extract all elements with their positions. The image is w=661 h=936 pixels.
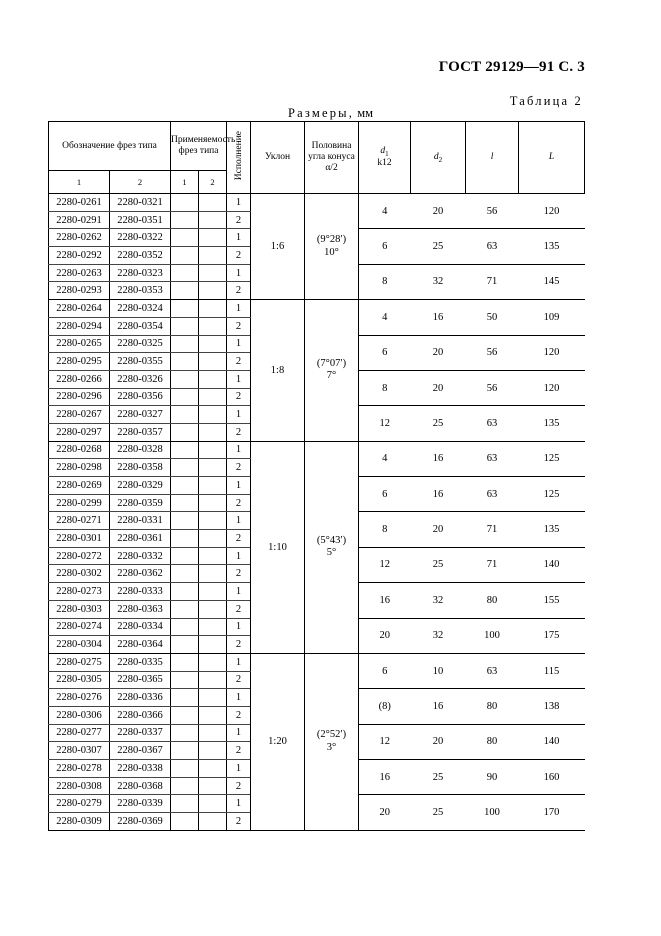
designation-type-1: 2280-0271 bbox=[49, 512, 110, 530]
l-value: 71 bbox=[466, 264, 519, 299]
designation-type-1: 2280-0265 bbox=[49, 335, 110, 353]
designation-type-1: 2280-0261 bbox=[49, 194, 110, 212]
applicability-2 bbox=[199, 583, 227, 601]
designation-type-2: 2280-0352 bbox=[110, 247, 171, 265]
designation-type-1: 2280-0262 bbox=[49, 229, 110, 247]
applicability-2 bbox=[199, 742, 227, 760]
half-angle-exact: (5°43′) bbox=[316, 534, 347, 546]
applicability-2 bbox=[199, 689, 227, 707]
l-value: 56 bbox=[466, 194, 519, 229]
applicability-2 bbox=[199, 441, 227, 459]
applicability-1 bbox=[171, 388, 199, 406]
designation-type-2: 2280-0364 bbox=[110, 636, 171, 654]
designation-type-2: 2280-0338 bbox=[110, 760, 171, 778]
slope-value: 1:8 bbox=[251, 300, 305, 442]
d1-symbol: d bbox=[380, 146, 386, 157]
applicability-2 bbox=[199, 777, 227, 795]
col-applicability-header: Применяемость фрез типа bbox=[171, 122, 227, 171]
d2-value: 25 bbox=[411, 795, 466, 830]
half-angle-exact: (2°52′) bbox=[316, 729, 347, 741]
col-l-header: l bbox=[466, 122, 519, 194]
designation-type-2: 2280-0353 bbox=[110, 282, 171, 300]
execution-value: 2 bbox=[227, 742, 251, 760]
L-value: 120 bbox=[519, 370, 585, 405]
execution-value: 2 bbox=[227, 211, 251, 229]
half-angle-value bbox=[305, 441, 359, 653]
applicability-2 bbox=[199, 300, 227, 318]
execution-value: 1 bbox=[227, 335, 251, 353]
d1-value: 4 bbox=[359, 194, 411, 229]
applicability-1 bbox=[171, 282, 199, 300]
d1-value: 8 bbox=[359, 512, 411, 547]
execution-value: 2 bbox=[227, 494, 251, 512]
standard-header: ГОСТ 29129—91 С. 3 bbox=[438, 59, 585, 75]
applicability-2 bbox=[199, 600, 227, 618]
applicability-1 bbox=[171, 547, 199, 565]
L-value: 160 bbox=[519, 760, 585, 795]
d1-value: 6 bbox=[359, 653, 411, 688]
l-value: 90 bbox=[466, 760, 519, 795]
applicability-1 bbox=[171, 671, 199, 689]
execution-value: 2 bbox=[227, 565, 251, 583]
d2-value: 20 bbox=[411, 370, 466, 405]
d1-value: 12 bbox=[359, 406, 411, 441]
half-angle-nominal: 10° bbox=[324, 246, 339, 258]
half-angle-exact: (7°07′) bbox=[316, 357, 347, 369]
L-value: 135 bbox=[519, 512, 585, 547]
designation-type-2: 2280-0365 bbox=[110, 671, 171, 689]
applicability-2 bbox=[199, 477, 227, 495]
designation-type-2: 2280-0369 bbox=[110, 813, 171, 831]
applicability-1 bbox=[171, 653, 199, 671]
d2-symbol: d bbox=[433, 151, 439, 162]
execution-value: 1 bbox=[227, 370, 251, 388]
designation-type-2: 2280-0357 bbox=[110, 423, 171, 441]
applicability-1 bbox=[171, 512, 199, 530]
designation-type-2: 2280-0363 bbox=[110, 600, 171, 618]
execution-value: 2 bbox=[227, 706, 251, 724]
L-value: 135 bbox=[519, 229, 585, 264]
d1-value: 8 bbox=[359, 370, 411, 405]
d2-value: 10 bbox=[411, 653, 466, 688]
applicability-1 bbox=[171, 760, 199, 778]
execution-value: 2 bbox=[227, 777, 251, 795]
applicability-2 bbox=[199, 406, 227, 424]
table-row bbox=[49, 194, 585, 212]
designation-type-1: 2280-0278 bbox=[49, 760, 110, 778]
applicability-1 bbox=[171, 477, 199, 495]
l-value: 100 bbox=[466, 618, 519, 653]
sizes-label bbox=[0, 106, 661, 121]
applicability-1 bbox=[171, 795, 199, 813]
designation-type-1: 2280-0273 bbox=[49, 583, 110, 601]
col-execution-header bbox=[227, 122, 251, 194]
d1-subscript: 1 bbox=[385, 149, 389, 158]
applicability-2 bbox=[199, 247, 227, 265]
designation-type-2: 2280-0356 bbox=[110, 388, 171, 406]
designation-type-2: 2280-0351 bbox=[110, 211, 171, 229]
applicability-2 bbox=[199, 282, 227, 300]
execution-value: 1 bbox=[227, 653, 251, 671]
designation-type-2: 2280-0322 bbox=[110, 229, 171, 247]
execution-value: 1 bbox=[227, 194, 251, 212]
applicability-2 bbox=[199, 353, 227, 371]
l-value: 63 bbox=[466, 406, 519, 441]
l-value: 80 bbox=[466, 689, 519, 724]
execution-value: 2 bbox=[227, 423, 251, 441]
d1-value: 16 bbox=[359, 760, 411, 795]
applicability-2 bbox=[199, 671, 227, 689]
col-d2-header bbox=[411, 122, 466, 194]
applicability-1 bbox=[171, 724, 199, 742]
execution-value: 1 bbox=[227, 795, 251, 813]
half-angle-value bbox=[305, 194, 359, 300]
applicability-1 bbox=[171, 706, 199, 724]
l-value: 63 bbox=[466, 653, 519, 688]
designation-type-1: 2280-0294 bbox=[49, 317, 110, 335]
L-value: 140 bbox=[519, 724, 585, 759]
d2-value: 32 bbox=[411, 264, 466, 299]
applicability-2 bbox=[199, 724, 227, 742]
applicability-1 bbox=[171, 530, 199, 548]
designation-type-2: 2280-0333 bbox=[110, 583, 171, 601]
execution-value: 1 bbox=[227, 583, 251, 601]
execution-value: 1 bbox=[227, 441, 251, 459]
designation-type-1: 2280-0267 bbox=[49, 406, 110, 424]
applicability-2 bbox=[199, 618, 227, 636]
applicability-2 bbox=[199, 653, 227, 671]
designation-type-2: 2280-0359 bbox=[110, 494, 171, 512]
designation-type-1: 2280-0274 bbox=[49, 618, 110, 636]
applicability-1 bbox=[171, 194, 199, 212]
L-value: 120 bbox=[519, 335, 585, 370]
L-value: 138 bbox=[519, 689, 585, 724]
d2-value: 20 bbox=[411, 512, 466, 547]
designation-type-1: 2280-0296 bbox=[49, 388, 110, 406]
applicability-1 bbox=[171, 565, 199, 583]
d2-value: 16 bbox=[411, 441, 466, 476]
d2-value: 25 bbox=[411, 229, 466, 264]
half-angle-nominal: 5° bbox=[326, 547, 337, 559]
designation-type-1: 2280-0264 bbox=[49, 300, 110, 318]
designation-type-1: 2280-0276 bbox=[49, 689, 110, 707]
designation-type-1: 2280-0306 bbox=[49, 706, 110, 724]
execution-value: 1 bbox=[227, 300, 251, 318]
d1-value: 4 bbox=[359, 441, 411, 476]
designation-type-2: 2280-0325 bbox=[110, 335, 171, 353]
l-value: 50 bbox=[466, 300, 519, 335]
designation-type-2: 2280-0326 bbox=[110, 370, 171, 388]
table-row bbox=[49, 300, 585, 318]
applicability-1 bbox=[171, 423, 199, 441]
execution-value: 2 bbox=[227, 353, 251, 371]
designation-type-2: 2280-0361 bbox=[110, 530, 171, 548]
d2-value: 16 bbox=[411, 689, 466, 724]
applicability-1 bbox=[171, 494, 199, 512]
designation-type-2: 2280-0362 bbox=[110, 565, 171, 583]
applicability-1 bbox=[171, 441, 199, 459]
d1-value: 16 bbox=[359, 583, 411, 618]
designation-type-1: 2280-0295 bbox=[49, 353, 110, 371]
d1-tolerance: k12 bbox=[377, 158, 392, 168]
execution-value: 2 bbox=[227, 600, 251, 618]
applicability-1 bbox=[171, 264, 199, 282]
col-L-header: L bbox=[519, 122, 585, 194]
d2-value: 32 bbox=[411, 583, 466, 618]
sizes-label-text: Размеры, bbox=[287, 106, 355, 120]
L-value: 125 bbox=[519, 477, 585, 512]
applicability-2 bbox=[199, 335, 227, 353]
d1-value: 20 bbox=[359, 795, 411, 830]
L-value: 145 bbox=[519, 264, 585, 299]
execution-value: 2 bbox=[227, 813, 251, 831]
designation-type-1: 2280-0291 bbox=[49, 211, 110, 229]
applicability-2 bbox=[199, 229, 227, 247]
designation-type-1: 2280-0269 bbox=[49, 477, 110, 495]
d2-value: 16 bbox=[411, 300, 466, 335]
applicability-1 bbox=[171, 777, 199, 795]
execution-value: 1 bbox=[227, 229, 251, 247]
d2-value: 25 bbox=[411, 760, 466, 795]
L-value: 175 bbox=[519, 618, 585, 653]
applicability-1 bbox=[171, 583, 199, 601]
l-value: 56 bbox=[466, 370, 519, 405]
designation-type-2: 2280-0334 bbox=[110, 618, 171, 636]
L-value: 155 bbox=[519, 583, 585, 618]
designation-type-1: 2280-0302 bbox=[49, 565, 110, 583]
d2-value: 25 bbox=[411, 547, 466, 582]
applicability-1 bbox=[171, 742, 199, 760]
designation-type-2: 2280-0358 bbox=[110, 459, 171, 477]
designation-type-1: 2280-0305 bbox=[49, 671, 110, 689]
table-row bbox=[49, 653, 585, 671]
execution-value: 1 bbox=[227, 760, 251, 778]
applicability-1 bbox=[171, 211, 199, 229]
execution-value: 2 bbox=[227, 671, 251, 689]
applicability-2 bbox=[199, 636, 227, 654]
execution-value: 2 bbox=[227, 636, 251, 654]
execution-value: 1 bbox=[227, 512, 251, 530]
applicability-2 bbox=[199, 706, 227, 724]
l-value: 80 bbox=[466, 583, 519, 618]
designation-type-2: 2280-0329 bbox=[110, 477, 171, 495]
designation-type-2: 2280-0367 bbox=[110, 742, 171, 760]
l-value: 80 bbox=[466, 724, 519, 759]
designation-type-2: 2280-0327 bbox=[110, 406, 171, 424]
designation-type-2: 2280-0324 bbox=[110, 300, 171, 318]
col-execution-label: Исполнение bbox=[233, 131, 244, 181]
col-d1-header bbox=[359, 122, 411, 194]
designation-type-1: 2280-0266 bbox=[49, 370, 110, 388]
designation-type-2: 2280-0323 bbox=[110, 264, 171, 282]
sizes-unit: мм bbox=[354, 106, 374, 120]
designation-type-1: 2280-0279 bbox=[49, 795, 110, 813]
half-angle-nominal: 7° bbox=[326, 370, 337, 382]
designation-type-1: 2280-0298 bbox=[49, 459, 110, 477]
col-slope-header: Уклон bbox=[251, 122, 305, 194]
applicability-1 bbox=[171, 636, 199, 654]
execution-value: 1 bbox=[227, 406, 251, 424]
applicability-1 bbox=[171, 317, 199, 335]
l-value: 63 bbox=[466, 477, 519, 512]
execution-value: 1 bbox=[227, 547, 251, 565]
applicability-2 bbox=[199, 459, 227, 477]
table-number: Таблица 2 bbox=[509, 94, 583, 108]
applicability-1 bbox=[171, 335, 199, 353]
d2-value: 25 bbox=[411, 406, 466, 441]
applicability-2 bbox=[199, 760, 227, 778]
applicability-1 bbox=[171, 300, 199, 318]
designation-type-1: 2280-0293 bbox=[49, 282, 110, 300]
applicability-1 bbox=[171, 689, 199, 707]
execution-value: 1 bbox=[227, 618, 251, 636]
col-appl-2: 2 bbox=[199, 171, 227, 194]
applicability-1 bbox=[171, 353, 199, 371]
designation-type-1: 2280-0299 bbox=[49, 494, 110, 512]
designation-type-2: 2280-0335 bbox=[110, 653, 171, 671]
execution-value: 1 bbox=[227, 724, 251, 742]
d2-value: 32 bbox=[411, 618, 466, 653]
applicability-2 bbox=[199, 512, 227, 530]
applicability-2 bbox=[199, 370, 227, 388]
designation-type-1: 2280-0272 bbox=[49, 547, 110, 565]
l-value: 63 bbox=[466, 441, 519, 476]
l-value: 56 bbox=[466, 335, 519, 370]
designation-type-2: 2280-0328 bbox=[110, 441, 171, 459]
applicability-2 bbox=[199, 423, 227, 441]
d1-value: 6 bbox=[359, 229, 411, 264]
designation-type-2: 2280-0368 bbox=[110, 777, 171, 795]
L-value: 115 bbox=[519, 653, 585, 688]
l-value: 71 bbox=[466, 547, 519, 582]
L-value: 109 bbox=[519, 300, 585, 335]
execution-value: 1 bbox=[227, 264, 251, 282]
d1-value: 8 bbox=[359, 264, 411, 299]
execution-value: 1 bbox=[227, 477, 251, 495]
slope-value: 1:6 bbox=[251, 194, 305, 300]
applicability-1 bbox=[171, 370, 199, 388]
slope-value: 1:10 bbox=[251, 441, 305, 653]
d2-value: 20 bbox=[411, 724, 466, 759]
execution-value: 2 bbox=[227, 282, 251, 300]
L-value: 125 bbox=[519, 441, 585, 476]
d2-value: 16 bbox=[411, 477, 466, 512]
d1-value: 6 bbox=[359, 477, 411, 512]
applicability-2 bbox=[199, 317, 227, 335]
L-value: 170 bbox=[519, 795, 585, 830]
designation-type-2: 2280-0337 bbox=[110, 724, 171, 742]
applicability-2 bbox=[199, 795, 227, 813]
dimensions-table bbox=[48, 121, 585, 831]
execution-value: 2 bbox=[227, 459, 251, 477]
execution-value: 2 bbox=[227, 317, 251, 335]
table-body bbox=[49, 194, 585, 831]
d2-subscript: 2 bbox=[438, 155, 443, 164]
half-angle-value bbox=[305, 653, 359, 830]
table-row bbox=[49, 441, 585, 459]
execution-value: 2 bbox=[227, 388, 251, 406]
designation-type-1: 2280-0308 bbox=[49, 777, 110, 795]
designation-type-2: 2280-0339 bbox=[110, 795, 171, 813]
designation-type-2: 2280-0366 bbox=[110, 706, 171, 724]
designation-type-1: 2280-0297 bbox=[49, 423, 110, 441]
half-angle-value bbox=[305, 300, 359, 442]
applicability-2 bbox=[199, 494, 227, 512]
designation-type-2: 2280-0354 bbox=[110, 317, 171, 335]
designation-type-1: 2280-0309 bbox=[49, 813, 110, 831]
designation-type-1: 2280-0277 bbox=[49, 724, 110, 742]
designation-type-1: 2280-0292 bbox=[49, 247, 110, 265]
designation-type-1: 2280-0263 bbox=[49, 264, 110, 282]
applicability-1 bbox=[171, 229, 199, 247]
d1-value: 12 bbox=[359, 724, 411, 759]
applicability-1 bbox=[171, 618, 199, 636]
half-angle-nominal: 3° bbox=[326, 741, 337, 753]
applicability-2 bbox=[199, 388, 227, 406]
slope-value: 1:20 bbox=[251, 653, 305, 830]
designation-type-1: 2280-0307 bbox=[49, 742, 110, 760]
d2-value: 20 bbox=[411, 194, 466, 229]
applicability-2 bbox=[199, 547, 227, 565]
L-value: 135 bbox=[519, 406, 585, 441]
applicability-1 bbox=[171, 406, 199, 424]
applicability-1 bbox=[171, 247, 199, 265]
l-value: 71 bbox=[466, 512, 519, 547]
designation-type-2: 2280-0321 bbox=[110, 194, 171, 212]
d1-value: 12 bbox=[359, 547, 411, 582]
designation-type-1: 2280-0268 bbox=[49, 441, 110, 459]
applicability-1 bbox=[171, 459, 199, 477]
d1-value: 20 bbox=[359, 618, 411, 653]
designation-type-1: 2280-0303 bbox=[49, 600, 110, 618]
applicability-1 bbox=[171, 600, 199, 618]
l-value: 100 bbox=[466, 795, 519, 830]
applicability-2 bbox=[199, 264, 227, 282]
execution-value: 2 bbox=[227, 247, 251, 265]
col-half-angle-header: Половина угла конуса α/2 bbox=[305, 122, 359, 194]
col-num-1: 1 bbox=[49, 171, 110, 194]
d1-value: 4 bbox=[359, 300, 411, 335]
designation-type-1: 2280-0301 bbox=[49, 530, 110, 548]
col-appl-1: 1 bbox=[171, 171, 199, 194]
d2-value: 20 bbox=[411, 335, 466, 370]
d1-value: 6 bbox=[359, 335, 411, 370]
half-angle-exact: (9°28′) bbox=[316, 233, 347, 245]
designation-type-1: 2280-0275 bbox=[49, 653, 110, 671]
designation-type-1: 2280-0304 bbox=[49, 636, 110, 654]
execution-value: 2 bbox=[227, 530, 251, 548]
applicability-2 bbox=[199, 194, 227, 212]
designation-type-2: 2280-0336 bbox=[110, 689, 171, 707]
applicability-2 bbox=[199, 565, 227, 583]
col-num-2: 2 bbox=[110, 171, 171, 194]
l-value: 63 bbox=[466, 229, 519, 264]
designation-type-2: 2280-0332 bbox=[110, 547, 171, 565]
applicability-2 bbox=[199, 211, 227, 229]
d1-value: (8) bbox=[359, 689, 411, 724]
col-designation-header: Обозначение фрез типа bbox=[49, 122, 171, 171]
L-value: 140 bbox=[519, 547, 585, 582]
designation-type-2: 2280-0355 bbox=[110, 353, 171, 371]
applicability-2 bbox=[199, 813, 227, 831]
L-value: 120 bbox=[519, 194, 585, 229]
applicability-1 bbox=[171, 813, 199, 831]
execution-value: 1 bbox=[227, 689, 251, 707]
designation-type-2: 2280-0331 bbox=[110, 512, 171, 530]
applicability-2 bbox=[199, 530, 227, 548]
